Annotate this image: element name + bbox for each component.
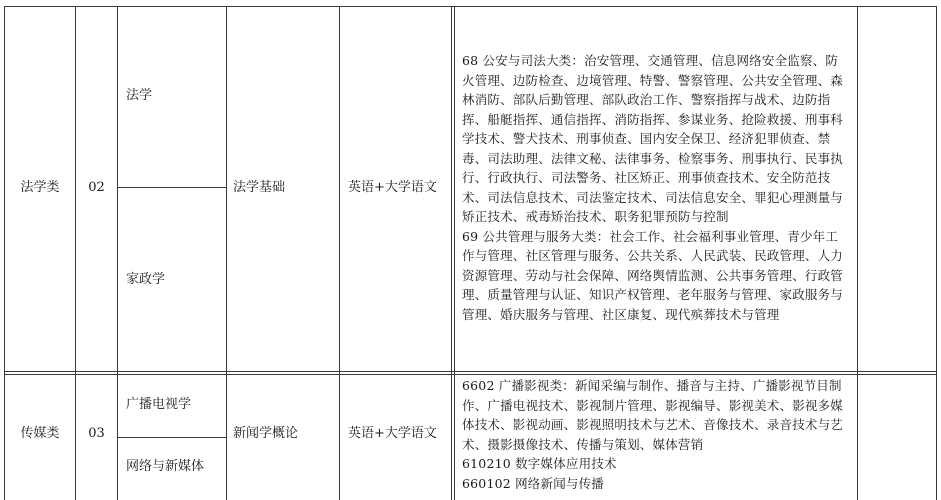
- major-cell: 法学: [126, 88, 153, 103]
- column-divider: [339, 6, 340, 500]
- row-divider: [4, 374, 937, 375]
- description-paragraph: 610210 数字媒体应用技术: [462, 456, 617, 471]
- description-paragraph: 660102 网络新闻与传播: [462, 475, 604, 491]
- column-divider: [454, 6, 455, 500]
- exam-subject-cell: 新闻学概论: [233, 426, 299, 441]
- exam-subject-cell: 法学基础: [233, 180, 286, 195]
- code-cell: 02: [88, 180, 105, 195]
- row-divider: [4, 371, 937, 372]
- description-paragraph: 69 公共管理与服务大类：社会工作、社会福利事业管理、青少年工作与管理、社区管理与服务、公共关系、人民武装、民政管理、人力资源管理、劳动与社会保障、网络舆情监测、公共事务管理、行政管理、质量管理与认证、知识产权管理、老年服务与管理、家政服务与管理、婚庆服务与管理、社区康复、现代殡葬技术与管理: [462, 228, 844, 322]
- extra-subjects-cell: 英语+大学语文: [348, 180, 437, 195]
- category-cell: 法学类: [20, 180, 60, 195]
- major-cell: 家政学: [126, 272, 166, 287]
- major-cell: 网络与新媒体: [126, 459, 205, 474]
- extra-subjects-cell: 英语+大学语文: [348, 426, 437, 441]
- column-divider: [226, 6, 227, 500]
- table-border-right: [936, 6, 937, 500]
- major-cell: 广播电视学: [126, 397, 192, 412]
- description-cell: [462, 51, 850, 324]
- major-divider: [117, 437, 227, 438]
- column-divider: [451, 6, 452, 500]
- major-divider: [117, 187, 227, 188]
- description-paragraph: 68 公安与司法大类：治安管理、交通管理、信息网络安全监察、防火管理、边防检查、边境管理、特警、警察管理、公共安全管理、森林消防、部队后勤管理、部队政治工作、警察指挥与战术、边防指挥、船艇指挥、通信指挥、消防指挥、参谋业务、抢险救援、刑事科学技术、警犬技术、刑事侦查、国内安全保卫、经济犯罪侦查、禁毒、司法助理、法律文秘、法律事务、检察事务、刑事执行、民事执行、行政执行、司法警务、社区矫正、刑事侦查技术、安全防范技术、司法信息技术、司法鉴定技术、司法信息安全、罪犯心理测量与矫正技术、戒毒矫治技术、职务犯罪预防与控制: [462, 53, 844, 224]
- code-cell: 03: [88, 426, 105, 441]
- description-cell: [462, 376, 850, 493]
- description-paragraph: 6602 广播影视类：新闻采编与制作、播音与主持、广播影视节目制作、广播电视技术、影视制片管理、影视编导、影视美术、影视多媒体技术、影视动画、影视照明技术与艺术、音像技术、录音技术与艺术、摄影摄像技术、传播与策划、媒体营销: [462, 378, 844, 452]
- column-divider: [857, 6, 858, 500]
- table-border-top: [4, 6, 937, 7]
- column-divider: [117, 6, 118, 500]
- category-cell: 传媒类: [20, 426, 60, 441]
